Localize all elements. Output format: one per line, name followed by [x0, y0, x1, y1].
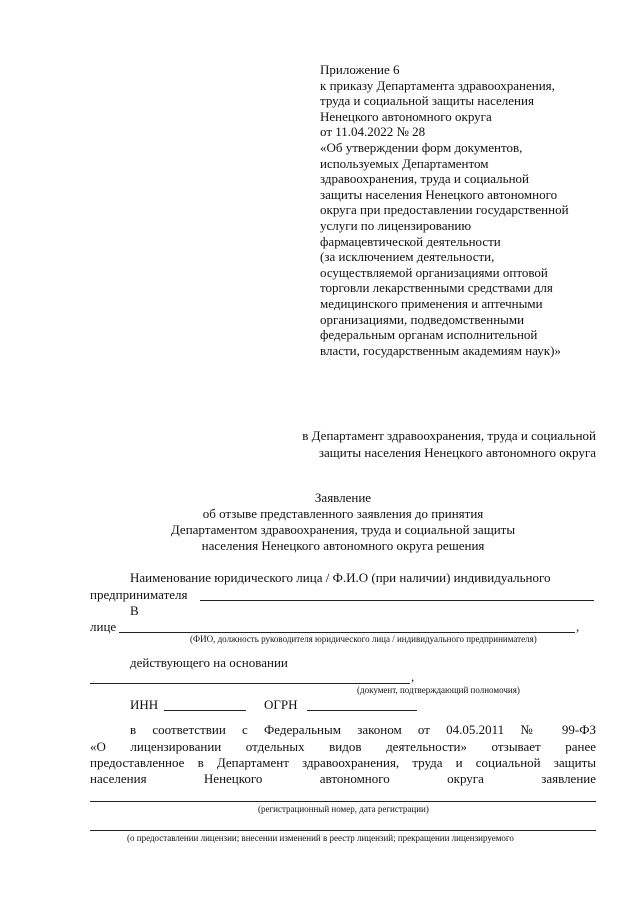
appendix-line: организациями, подведомственными — [320, 311, 525, 327]
appendix-line: «Об утверждении форм документов, — [320, 139, 523, 155]
title-line-2: об отзыве представленного заявления до принятия — [202, 506, 484, 521]
person-label: лице — [90, 619, 117, 634]
appendix-line: федеральным органам исполнительной — [320, 327, 538, 343]
in-label: В — [130, 603, 139, 618]
appendix-line: Ненецкого автономного округа — [320, 108, 492, 124]
name-field-line[interactable] — [200, 600, 594, 601]
person-comma: , — [576, 619, 580, 634]
appendix-line: медицинского применения и аптечными — [320, 295, 543, 311]
basis-caption: (документ, подтверждающий полномочия) — [357, 685, 520, 695]
paragraph-line-1 — [130, 722, 596, 738]
appendix-line: (за исключением деятельности, — [320, 249, 495, 265]
name-label-line-2: предпринимателя — [90, 587, 188, 602]
title-line-4: населения Ненецкого автономного округа решения — [201, 538, 485, 553]
paragraph-line-3 — [90, 755, 596, 771]
registration-field-line[interactable] — [90, 801, 596, 802]
ogrn-label: ОГРН — [264, 697, 298, 712]
person-field-line[interactable] — [119, 632, 575, 633]
person-caption: (ФИО, должность руководителя юридического лица / индивидуального предпринимателя) — [190, 634, 537, 644]
appendix-line: услуги по лицензированию — [320, 217, 472, 233]
application-type-field-line[interactable] — [90, 830, 596, 831]
paragraph-line-2 — [90, 739, 596, 755]
addressee-line-2: защиты населения Ненецкого автономного округа — [318, 445, 596, 460]
addressee-line-1: в Департамент здравоохранения, труда и социальной — [302, 428, 596, 443]
appendix-line: округа при предоставлении государственной — [320, 202, 569, 218]
name-label-line-1: Наименование юридического лица / Ф.И.О (при наличии) индивидуального — [130, 570, 551, 585]
paragraph-line-3-text: предоставленное в Департамент здравоохранения, труда и социальной защиты — [90, 755, 597, 770]
appendix-line: труда и социальной защиты населения — [320, 93, 534, 109]
paragraph-line-4 — [90, 771, 596, 787]
basis-field-line[interactable] — [90, 683, 410, 684]
paragraph-line-1-text: в соответствии с Федеральным законом от 04.05.2011 № 99-ФЗ — [130, 722, 597, 737]
ogrn-field-line[interactable] — [307, 710, 417, 711]
appendix-line: фармацевтической деятельности — [320, 233, 501, 249]
basis-comma: , — [411, 669, 415, 684]
appendix-line: осуществляемой организациями оптовой — [320, 264, 548, 280]
inn-label: ИНН — [130, 697, 159, 712]
appendix-line: к приказу Департамента здравоохранения, — [320, 77, 555, 93]
paragraph-line-4-text: населения Ненецкого автономного округа заявление — [90, 771, 597, 786]
appendix-line: торговли лекарственными средствами для — [320, 280, 553, 296]
inn-field-line[interactable] — [164, 710, 246, 711]
addressee-block — [256, 427, 596, 461]
appendix-line: власти, государственным академиям наук)» — [320, 342, 561, 358]
appendix-block — [320, 62, 620, 358]
title-line-3: Департаментом здравоохранения, труда и социальной защиты — [170, 522, 516, 537]
basis-label: действующего на основании — [130, 655, 288, 670]
application-type-caption: (о предоставлении лицензии; внесении изменений в реестр лицензий; прекращении лицензируемого — [127, 833, 514, 843]
registration-caption: (регистрационный номер, дата регистрации) — [258, 804, 429, 814]
appendix-line: здравоохранения, труда и социальной — [320, 171, 529, 187]
title-line-1: Заявление — [314, 490, 372, 505]
paragraph-line-2-text: «О лицензировании отдельных видов деятельности» отзывает ранее — [90, 739, 597, 754]
appendix-line: защиты населения Ненецкого автономного — [320, 186, 558, 202]
appendix-line: используемых Департаментом — [320, 155, 489, 171]
appendix-line: Приложение 6 — [320, 62, 400, 77]
appendix-line: от 11.04.2022 № 28 — [320, 124, 426, 140]
document-title — [90, 490, 596, 554]
